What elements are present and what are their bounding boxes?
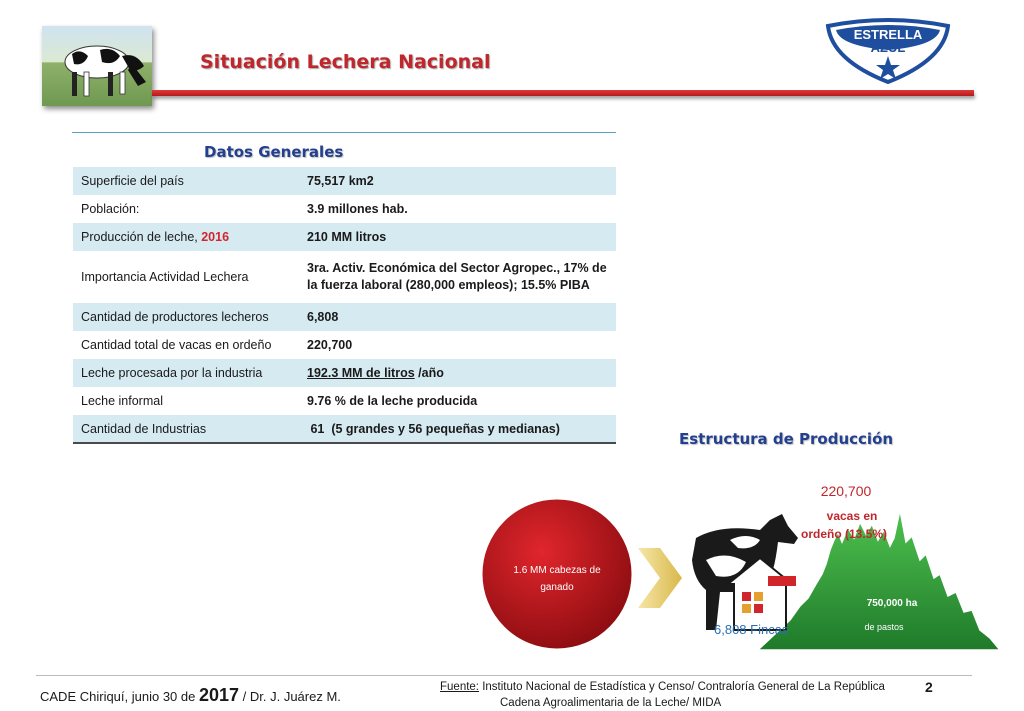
- table-row: [73, 167, 616, 195]
- row-value-underlined: 192.3 MM de litros: [307, 366, 415, 380]
- estrella-azul-logo: [824, 16, 952, 84]
- row-value: 210 MM litros: [297, 223, 616, 251]
- row-label: Leche informal: [81, 394, 163, 408]
- table-heading: Datos Generales: [204, 143, 344, 161]
- footer-source-line2: Cadena Agroalimentaria de la Leche/ MIDA: [500, 697, 722, 709]
- row-value: [297, 359, 616, 387]
- row-value: 9.76 % de la leche producida: [307, 394, 478, 408]
- structure-title: Estructura de Producción: [679, 430, 894, 448]
- logo-text-line1: ESTRELLA: [853, 27, 923, 42]
- row-label: Leche procesada por la industria: [73, 359, 297, 387]
- table-row: [73, 195, 616, 223]
- table-row: [73, 251, 616, 303]
- row-label: Cantidad total de vacas en ordeño: [81, 338, 272, 352]
- general-data-table: [73, 167, 616, 444]
- pastos-line2: de pastos: [864, 622, 904, 632]
- cow-photo: [42, 26, 152, 106]
- row-label: Cantidad de productores lecheros: [73, 303, 297, 331]
- row-value: 3ra. Activ. Económica del Sector Agropec., 17% de la fuerza laboral (280,000 empleos); 15.5% PIBA: [307, 261, 607, 292]
- footer-credit: [40, 685, 341, 706]
- cows-line1: vacas en: [826, 509, 878, 523]
- footer-source: [440, 679, 885, 711]
- production-structure-graphic: [470, 480, 1010, 670]
- row-value: 3.9 millones hab.: [307, 202, 408, 216]
- source-line1-text: Instituto Nacional de Estadística y Censo/ Contraloría General de La República: [479, 681, 885, 693]
- cows-number: 220,700: [820, 483, 872, 499]
- table-row: [73, 415, 616, 443]
- row-label: Cantidad de Industrias: [73, 415, 297, 443]
- fincas-label: 6,808 Fincas: [714, 622, 789, 637]
- footer-source-line1: [440, 679, 885, 695]
- page-number: 2: [925, 679, 933, 695]
- table-top-rule: [72, 132, 616, 133]
- title-underline-bar: [152, 90, 974, 96]
- page-title: Situación Lechera Nacional: [200, 51, 491, 73]
- footer-credit-suffix: / Dr. J. Juárez M.: [239, 689, 341, 704]
- source-label: Fuente:: [440, 681, 479, 693]
- row-label: Superficie del país: [73, 167, 297, 195]
- cattle-count-line1: 1.6 MM cabezas de: [513, 565, 601, 576]
- row-label: [73, 223, 297, 251]
- cattle-count-line2: ganado: [540, 582, 574, 593]
- row-value: 75,517 km2: [297, 167, 616, 195]
- row-label-text: Producción de leche,: [81, 230, 202, 244]
- footer-divider: [36, 675, 972, 676]
- table-row: [73, 303, 616, 331]
- table-row: [73, 331, 616, 359]
- cow-icon: [42, 26, 152, 106]
- logo-text-line2: AZUL: [870, 40, 906, 55]
- row-value: 220,700: [307, 338, 353, 352]
- year-highlight: 2016: [201, 230, 230, 244]
- table-row: [73, 359, 616, 387]
- row-label: Población:: [81, 202, 140, 216]
- footer-credit-prefix: CADE Chiriquí, junio 30 de: [40, 689, 199, 704]
- table-row: [73, 387, 616, 415]
- pastos-line1: 750,000 ha: [866, 598, 918, 609]
- row-value-suffix: /año: [414, 366, 444, 380]
- row-label: Importancia Actividad Lechera: [81, 270, 249, 284]
- cows-line2: ordeño (13.5%): [800, 527, 888, 541]
- row-value: 6,808: [297, 303, 616, 331]
- chevron-right-icon: [638, 548, 682, 608]
- row-value: 61 (5 grandes y 56 pequeñas y medianas): [297, 415, 616, 443]
- footer-year: 2017: [198, 685, 240, 705]
- table-row: [73, 223, 616, 251]
